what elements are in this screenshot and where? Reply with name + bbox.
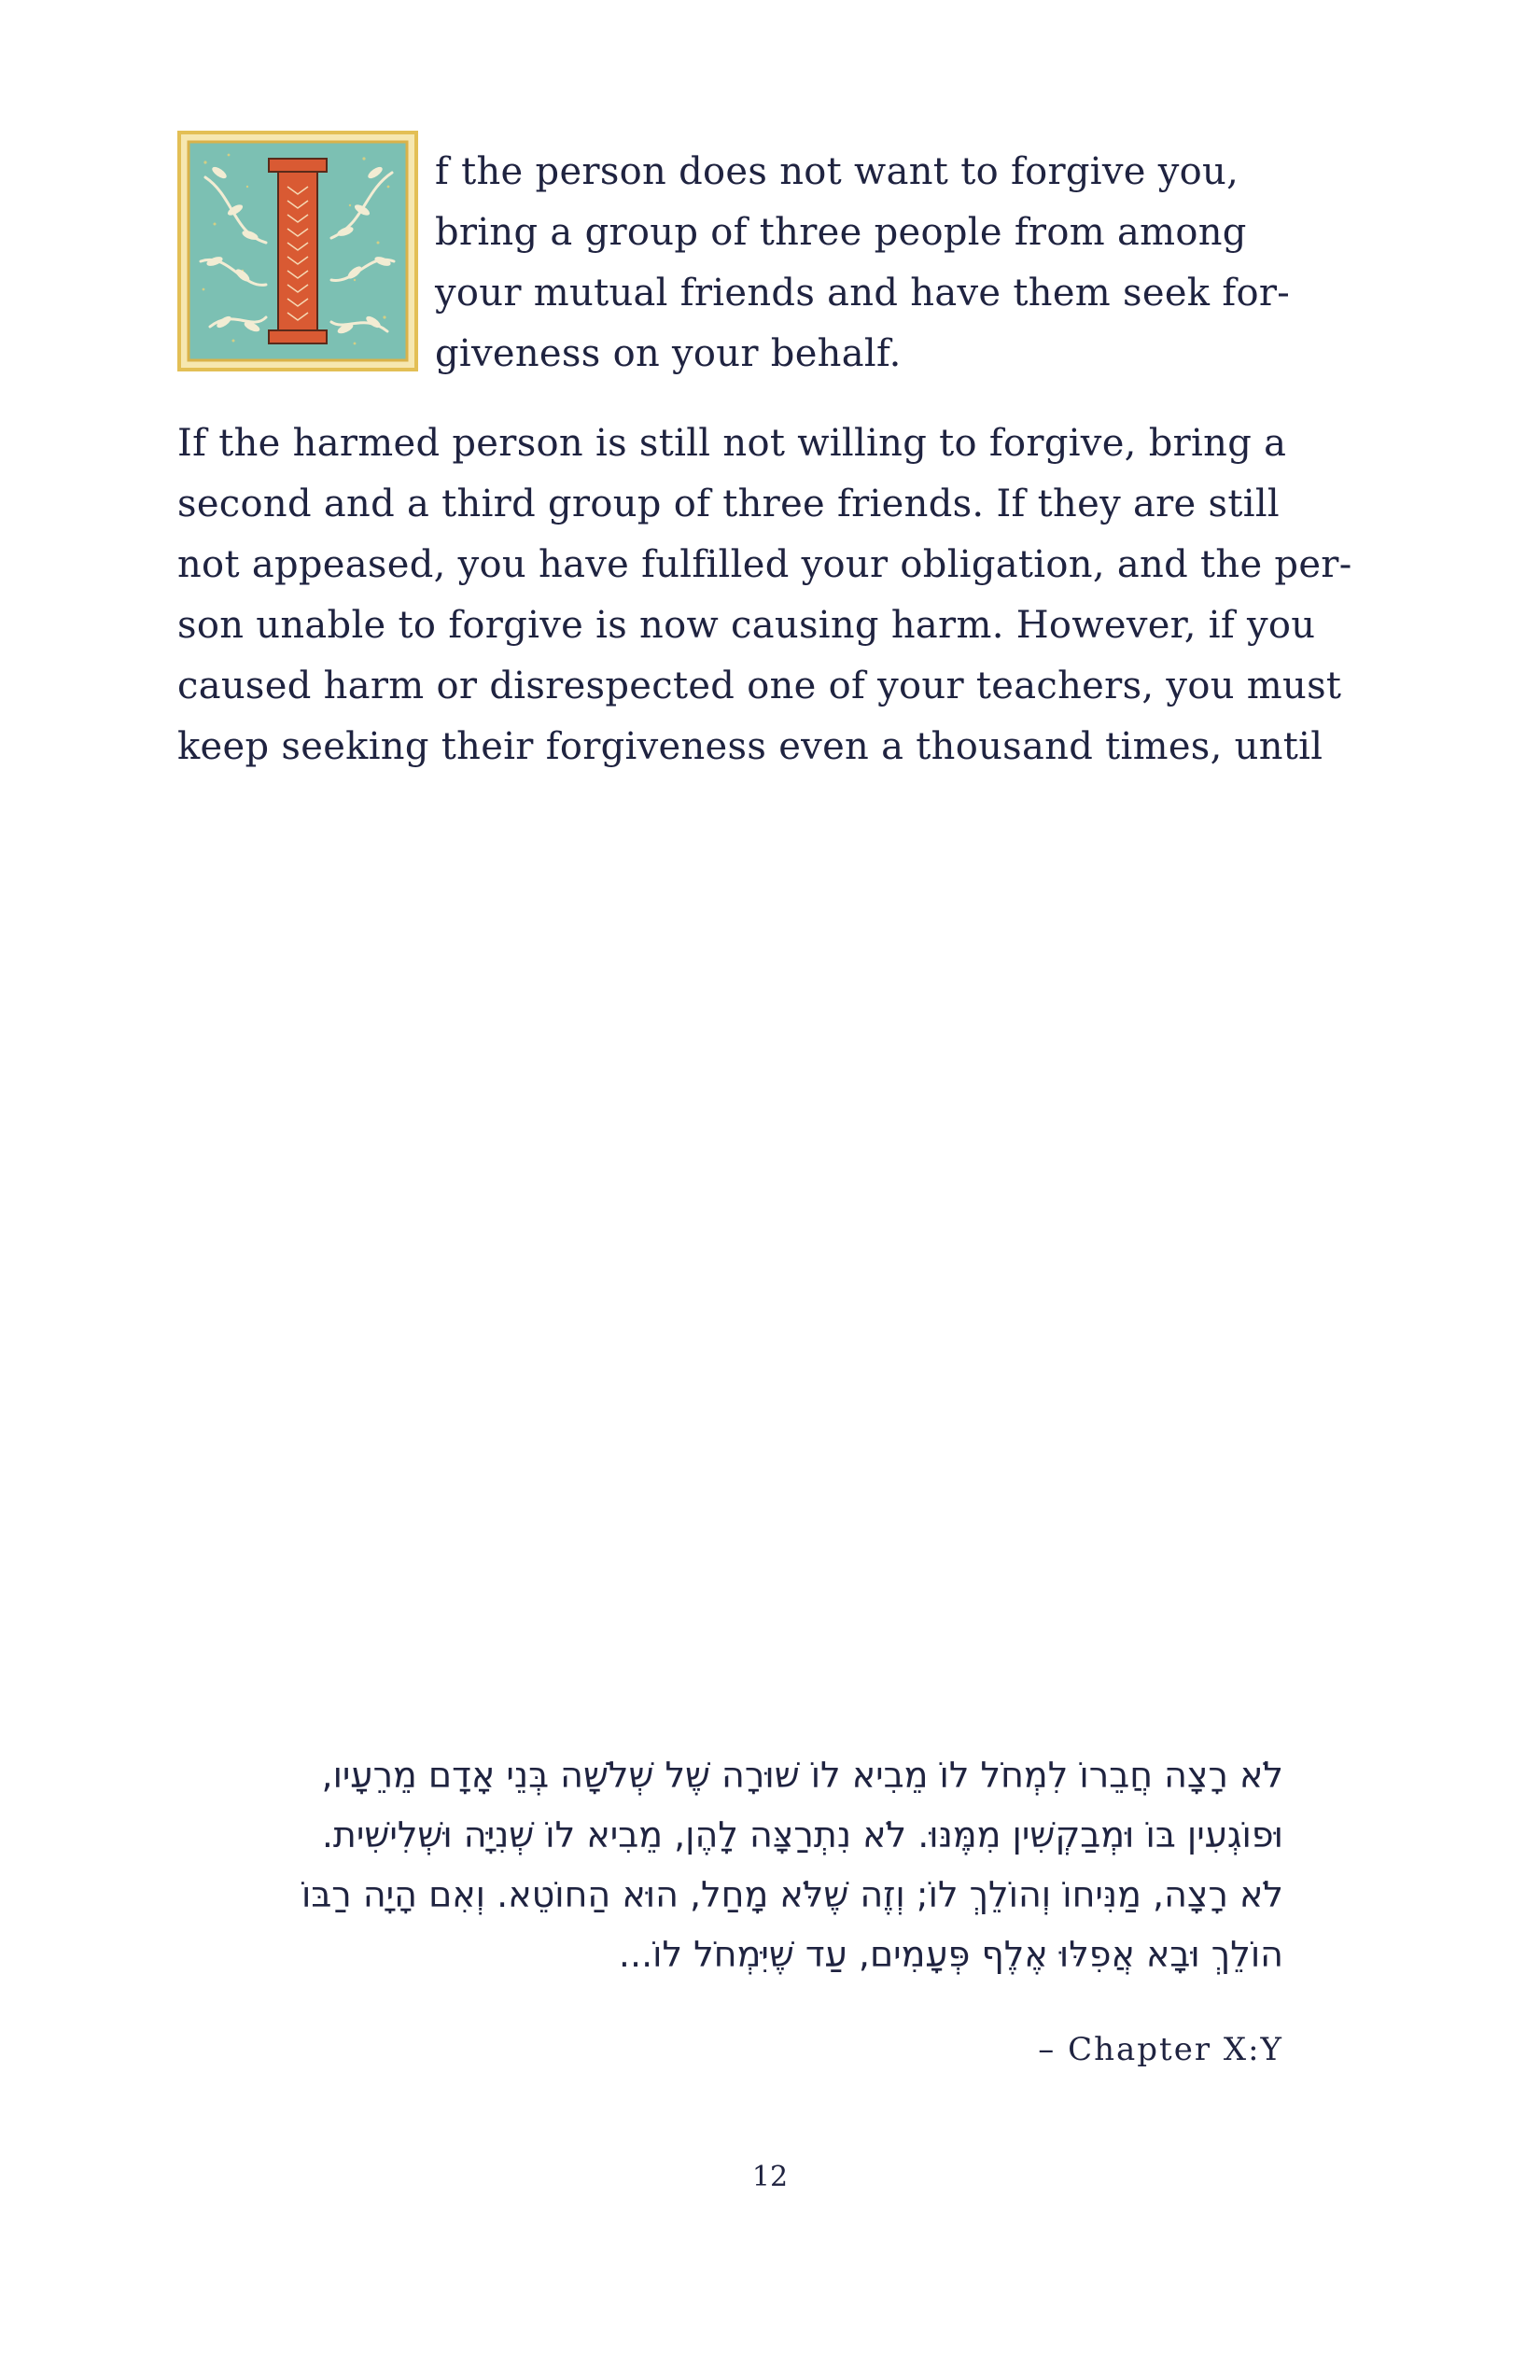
- text-line: not appeased, you have fulfilled your obligation, and the per-: [177, 543, 1352, 586]
- opening-paragraph: [435, 142, 1368, 385]
- illuminated-initial-art: [177, 131, 418, 371]
- hebrew-line: הוֹלֵךְ וּבָא אֲפִלּוּ אֶלֶף פְּעָמִים, עַד שֶׁיִּמְחֹל לוֹ...: [618, 1934, 1283, 1975]
- hebrew-line: וּפוֹגְעִין בּוֹ וּמְבַקְשִׁין מִמֶּנּוּ. לֹא נִתְרַצָּה לָהֶן, מֵבִיא לוֹ שְׁנִיָּה וּשְׁלִישִׁית.: [321, 1814, 1283, 1855]
- page-number: 12: [751, 2161, 789, 2193]
- text-line: keep seeking their forgiveness even a thousand times, until: [177, 725, 1323, 768]
- citation: – Chapter X:Y: [1038, 2031, 1283, 2068]
- text-line: f the person does not want to forgive you,: [435, 150, 1239, 193]
- text-line: caused harm or disrespected one of your teachers, you must: [177, 665, 1342, 707]
- text-line: bring a group of three people from among: [435, 211, 1247, 254]
- text-line: son unable to forgive is now causing harm. However, if you: [177, 604, 1316, 647]
- hebrew-line: לֹא רָצָה, מַנִּיחוֹ וְהוֹלֵךְ לוֹ; וְזֶה שֶׁלֹּא מָחַל, הוּא הַחוֹטֵא. וְאִם הָיָה רַבּוֹ: [301, 1874, 1283, 1915]
- illuminated-initial: [177, 131, 418, 371]
- body-paragraph: [177, 413, 1352, 777]
- text-line: giveness on your behalf.: [435, 332, 902, 375]
- text-line: If the harmed person is still not willing to forgive, bring a: [177, 422, 1287, 465]
- text-line: your mutual friends and have them seek for-: [435, 272, 1291, 315]
- text-line: second and a third group of three friends. If they are still: [177, 483, 1281, 525]
- hebrew-quote: [301, 1745, 1283, 1984]
- hebrew-line: לֹא רָצָה חֲבֵרוֹ לִמְחֹל לוֹ מֵבִיא לוֹ שׁוּרָה שֶׁל שְׁלֹשָׁה בְּנֵי אָדָם מֵרֵעָיו,: [321, 1755, 1283, 1796]
